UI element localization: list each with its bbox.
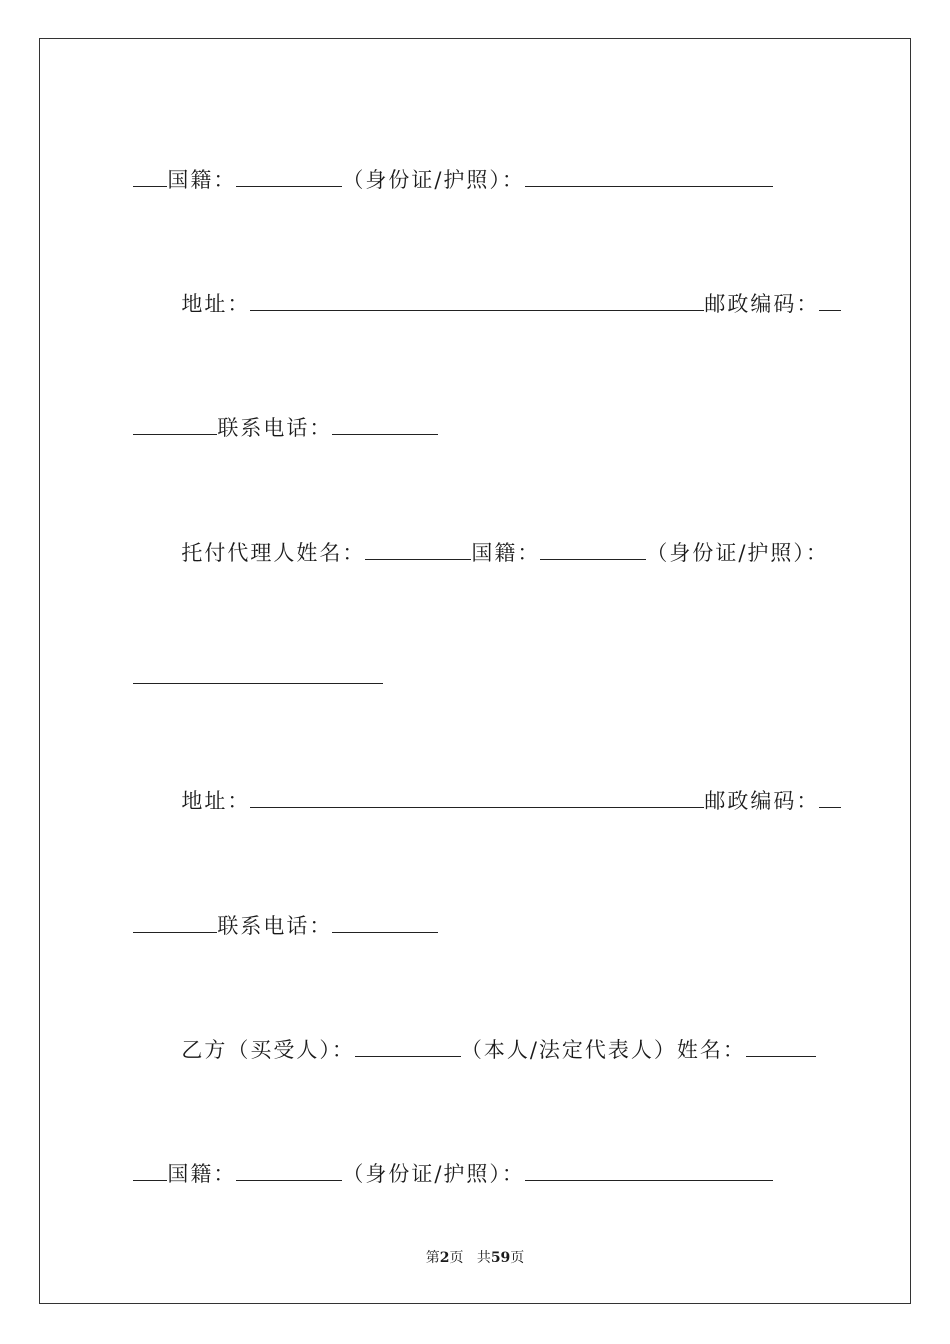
form-line-agent [164, 507, 829, 568]
address-field[interactable] [250, 785, 704, 808]
phone-label: 联系电话： [217, 416, 333, 440]
form-line-address-2 [164, 755, 841, 816]
postal-code-field-cont[interactable] [133, 412, 217, 435]
agent-name-field[interactable] [365, 537, 471, 560]
id-passport-label: （身份证/护照）： [646, 541, 829, 565]
representative-name-field[interactable] [746, 1034, 816, 1057]
party-b-field[interactable] [355, 1034, 461, 1057]
postal-code-label: 邮政编码： [704, 292, 820, 316]
phone-label: 联系电话： [217, 914, 333, 938]
form-line-id-field [116, 631, 383, 692]
postal-code-field[interactable] [819, 785, 841, 808]
page-number: 2 [439, 1250, 450, 1266]
postal-code-label: 邮政编码： [704, 789, 820, 813]
blank-field[interactable] [133, 164, 167, 187]
nationality-field[interactable] [540, 537, 646, 560]
form-line-nationality-1 [116, 134, 773, 195]
nationality-label: 国籍： [471, 541, 541, 565]
address-label: 地址： [181, 292, 251, 316]
nationality-field[interactable] [236, 164, 342, 187]
form-line-address-1 [164, 258, 841, 319]
id-passport-label: （身份证/护照）： [342, 168, 525, 192]
postal-code-field[interactable] [819, 288, 841, 311]
id-passport-field[interactable] [525, 1158, 773, 1181]
footer-total-prefix: 共 [476, 1250, 491, 1266]
form-line-party-b [164, 1004, 816, 1065]
blank-field[interactable] [133, 1158, 167, 1181]
address-field[interactable] [250, 288, 704, 311]
id-passport-field[interactable] [525, 164, 773, 187]
footer-total-suffix: 页 [510, 1250, 525, 1266]
page-footer [0, 1248, 950, 1268]
footer-prefix: 第 [425, 1250, 440, 1266]
representative-name-label: （本人/法定代表人）姓名： [460, 1038, 746, 1062]
party-b-label: 乙方（买受人）： [181, 1038, 355, 1062]
nationality-label: 国籍： [167, 1162, 237, 1186]
form-line-phone-1 [116, 382, 438, 443]
id-passport-field[interactable] [133, 661, 383, 684]
id-passport-label: （身份证/护照）： [342, 1162, 525, 1186]
total-pages: 59 [490, 1250, 511, 1266]
phone-field[interactable] [332, 412, 438, 435]
agent-name-label: 托付代理人姓名： [181, 541, 366, 565]
footer-page-suffix: 页 [449, 1250, 464, 1266]
address-label: 地址： [181, 789, 251, 813]
form-line-nationality-2 [116, 1128, 773, 1189]
postal-code-field-cont[interactable] [133, 910, 217, 933]
nationality-label: 国籍： [167, 168, 237, 192]
phone-field[interactable] [332, 910, 438, 933]
nationality-field[interactable] [236, 1158, 342, 1181]
form-line-phone-2 [116, 880, 438, 941]
